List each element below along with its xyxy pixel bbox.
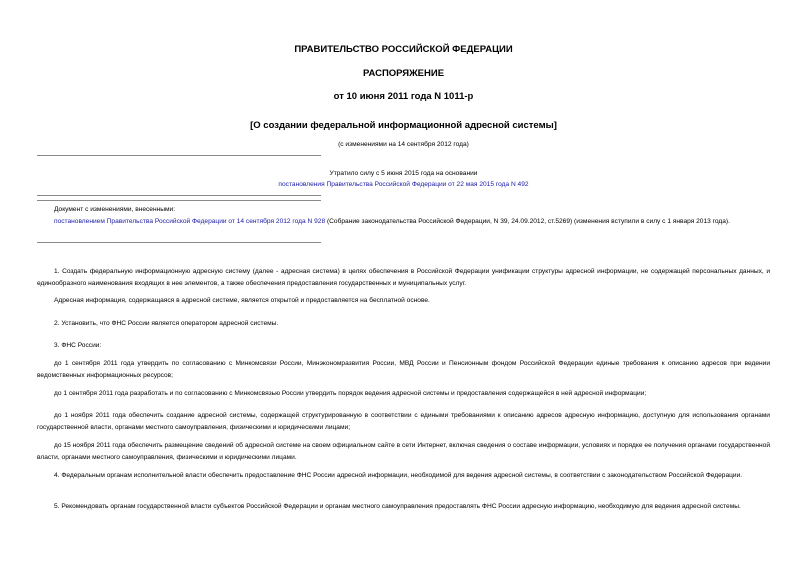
changes-intro: Документ с изменениями, внесенными: <box>54 206 176 213</box>
divider <box>37 195 321 196</box>
status-text: Утратило силу с 5 июня 2015 года на основании <box>329 170 478 177</box>
document-date-number: от 10 июня 2011 года N 1011-р <box>333 91 474 102</box>
paragraph-7: до 1 ноября 2011 года обеспечить создание адресной системы, содержащей структурированную в соответствии с едиными требованиями к описанию адресов адресную информацию, доступную для использования органами государственной власти, органами местного самоуправления, физическими и юридическими лицами; <box>37 412 770 431</box>
changes-note: (с изменениями на 14 сентября 2012 года) <box>338 141 469 148</box>
changes-block <box>37 204 770 227</box>
paragraph-8: до 15 ноября 2011 года обеспечить размещение сведений об адресной системе на своем официальном сайте в сети Интернет, включая сведения о составе информации, условиях и порядке ее получения органами государственной власти, органами местного самоуправления, физическими и юридическими лицами. <box>37 442 770 461</box>
paragraph-2: Адресная информация, содержащаяся в адресной системе, является открытой и предоставляется на бесплатной основе. <box>54 297 430 304</box>
repeal-decree-link[interactable]: постановления Правительства Российской Федерации от 22 мая 2015 года N 492 <box>278 181 529 188</box>
paragraph-5: до 1 сентября 2011 года утвердить по согласованию с Минкомсвязи России, Минэкономразвития России, МВД России и Пенсионным фондом Российской Федерации единые требования к описанию адресов при ведении ведомственных информационных ресурсов; <box>37 360 770 379</box>
divider <box>37 155 321 156</box>
divider <box>37 242 321 243</box>
changes-detail-text: (Собрание законодательства Российской Федерации, N 39, 24.09.2012, ст.5269) (изменения вступили в силу с 1 января 2013 года). <box>325 217 730 225</box>
paragraph-4: 3. ФНС России: <box>54 342 102 349</box>
government-heading: ПРАВИТЕЛЬСТВО РОССИЙСКОЙ ФЕДЕРАЦИИ <box>294 44 513 55</box>
amendment-decree-link[interactable]: постановлением Правительства Российской Федерации от 14 сентября 2012 года N 928 <box>54 217 326 225</box>
paragraph-9: 4. Федеральным органам исполнительной власти обеспечить предоставление ФНС России адресной информации, необходимой для ведения адресной системы, в соответствии с законодательством Российской Федерации. <box>54 472 743 479</box>
paragraph-10: 5. Рекомендовать органам государственной власти субъектов Российской Федерации и органам местного самоуправления предоставлять ФНС России адресную информацию, необходимую для ведения адресной системы. <box>54 503 741 510</box>
changes-detail <box>37 216 770 228</box>
divider <box>37 200 321 201</box>
document-title: [О создании федеральной информационной адресной системы] <box>250 120 557 131</box>
paragraph-1: 1. Создать федеральную информационную адресную систему (далее - адресная система) в целях обеспечения в Российской Федерации унификации структуры адресной информации, не содержащей персональных данных, и единообразного наименования входящих в нее элементов, а также обеспечения предоставления государственных и муниципальных услуг. <box>37 268 770 287</box>
document-type-heading: РАСПОРЯЖЕНИЕ <box>362 68 445 79</box>
paragraph-3: 2. Установить, что ФНС России является оператором адресной системы. <box>54 320 279 327</box>
paragraph-6: до 1 сентября 2011 года разработать и по согласованию с Минкомсвязью России утвердить порядок ведения адресной системы и предоставления содержащейся в ней адресной информации; <box>54 390 647 397</box>
status-link-line <box>37 181 770 188</box>
